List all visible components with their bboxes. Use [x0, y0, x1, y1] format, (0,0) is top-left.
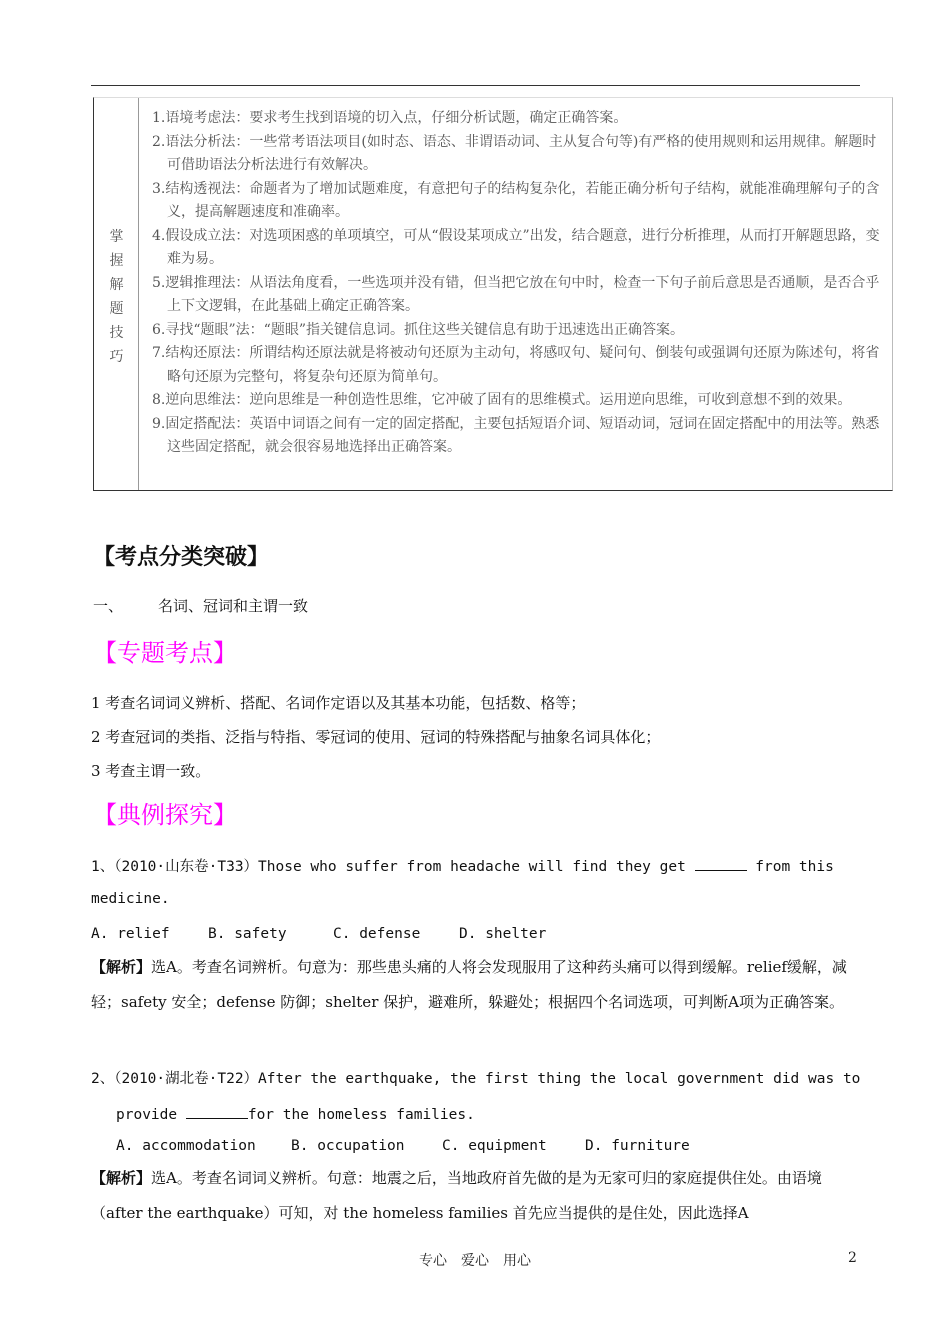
- point-item: 1 考查名词词义辨析、搭配、名词作定语以及其基本功能，包括数、格等；: [91, 694, 586, 712]
- page-number: 2: [848, 1250, 857, 1266]
- option-c: C. equipment: [442, 1138, 547, 1154]
- tips-list: [152, 107, 888, 460]
- tips-label-char: 巧: [109, 349, 124, 365]
- tip-item: 6.寻找“题眼”法：“题眼”指关键信息词。抓住这些关键信息有助于迅速选出正确答案。: [152, 321, 684, 338]
- question-2-stem-end: for the homeless families.: [247, 1107, 475, 1123]
- option-c: C. defense: [333, 926, 421, 942]
- tip-item: 9.固定搭配法：英语中词语之间有一定的固定搭配，主要包括短语介词、短语动词，冠词在固定搭配中的用法等。熟悉这些固定搭配，就会很容易地选择出正确答案。: [152, 415, 880, 455]
- tip-item: 7.结构还原法：所谓结构还原法就是将被动句还原为主动句，将感叹句、疑问句、倒装句或强调句还原为陈述句，将省略句还原为完整句，将复杂句还原为简单句。: [152, 345, 880, 385]
- section-heading: 【考点分类突破】: [93, 545, 270, 570]
- question-1-analysis: [91, 950, 861, 1020]
- answer-blank: [186, 1104, 248, 1119]
- question-1-line-1: [91, 855, 861, 876]
- tips-label-column: [94, 98, 139, 490]
- question-2-line-1: 2、（2010·湖北卷·T22）After the earthquake, the first thing the local government did was to: [91, 1071, 861, 1087]
- question-1-stem: 1、（2010·山东卷·T33）Those who suffer from headache will find they get: [91, 859, 686, 875]
- examples-heading: 【典例探究】: [93, 801, 237, 829]
- question-2-analysis: [91, 1161, 861, 1231]
- question-1-stem-end: from this: [755, 859, 834, 875]
- header-rule: [91, 85, 860, 86]
- tips-label-char: 技: [109, 325, 124, 341]
- tips-label-char: 握: [109, 253, 124, 269]
- analysis-tag: 【解析】: [91, 958, 152, 976]
- tip-item: 4.假设成立法：对选项困惑的单项填空，可从“假设某项成立”出发，结合题意，进行分析推理，从而打开解题思路，变难为易。: [152, 227, 880, 267]
- analysis-text: 选A。考查名词辨析。句意为：那些患头痛的人将会发现服用了这种药头痛可以得到缓解。relief缓解，减轻；safety 安全；defense 防御；shelter 保护，避难所，躲避处；根据四个名词选项，可判断A项为正确答案。: [91, 958, 847, 1011]
- footer-motto: 专心 爱心 用心: [419, 1253, 531, 1269]
- question-2-stem: provide: [116, 1107, 178, 1123]
- tip-item: 5.逻辑推理法：从语法角度看，一些选项并没有错，但当把它放在句中时，检查一下句子前后意思是否通顺，是否合乎上下文逻辑，在此基础上确定正确答案。: [152, 274, 880, 314]
- answer-blank: [695, 856, 747, 871]
- analysis-text: 选A。考查名词词义辨析。句意：地震之后，当地政府首先做的是为无家可归的家庭提供住处。由语境（after the earthquake）可知，对 the homeless families 首先应当提供的是住处，因此选择A: [91, 1169, 822, 1222]
- tip-item: 8.逆向思维法：逆向思维是一种创造性思维，它冲破了固有的思维模式。运用逆向思维，可收到意想不到的效果。: [152, 392, 852, 408]
- option-a: A. relief: [91, 926, 170, 942]
- tip-item: 2.语法分析法：一些常考语法项目(如时态、语态、非谓语动词、主从复合句等)有严格的使用规则和运用规律。解题时可借助语法分析法进行有效解决。: [152, 133, 877, 173]
- subsection-title: [93, 595, 308, 616]
- question-2-options: [116, 1138, 690, 1154]
- subsection-text: 名词、冠词和主谓一致: [158, 597, 309, 615]
- tips-label-char: 掌: [109, 229, 124, 245]
- subsection-number: 一、: [93, 597, 124, 615]
- option-d: D. furniture: [585, 1138, 690, 1154]
- tip-item: 3.结构透视法：命题者为了增加试题难度，有意把句子的结构复杂化，若能正确分析句子结构，就能准确理解句子的含义，提高解题速度和准确率。: [152, 180, 880, 220]
- option-a: A. accommodation: [116, 1138, 256, 1154]
- question-1-line-2: medicine.: [91, 891, 170, 907]
- topic-points-heading: 【专题考点】: [93, 639, 237, 667]
- option-b: B. safety: [208, 926, 287, 942]
- question-2-line-2: [116, 1104, 856, 1123]
- analysis-tag: 【解析】: [91, 1169, 152, 1187]
- point-item: 3 考查主谓一致。: [91, 762, 211, 780]
- question-1-options: [91, 926, 546, 942]
- tip-item: 1.语境考虑法：要求考生找到语境的切入点，仔细分析试题，确定正确答案。: [152, 110, 628, 126]
- tips-table: [93, 97, 893, 491]
- tips-label-char: 解: [109, 277, 124, 293]
- option-d: D. shelter: [459, 926, 547, 942]
- tips-label-char: 题: [109, 301, 124, 317]
- option-b: B. occupation: [291, 1138, 405, 1154]
- point-item: 2 考查冠词的类指、泛指与特指、零冠词的使用、冠词的特殊搭配与抽象名词具体化；: [91, 728, 661, 746]
